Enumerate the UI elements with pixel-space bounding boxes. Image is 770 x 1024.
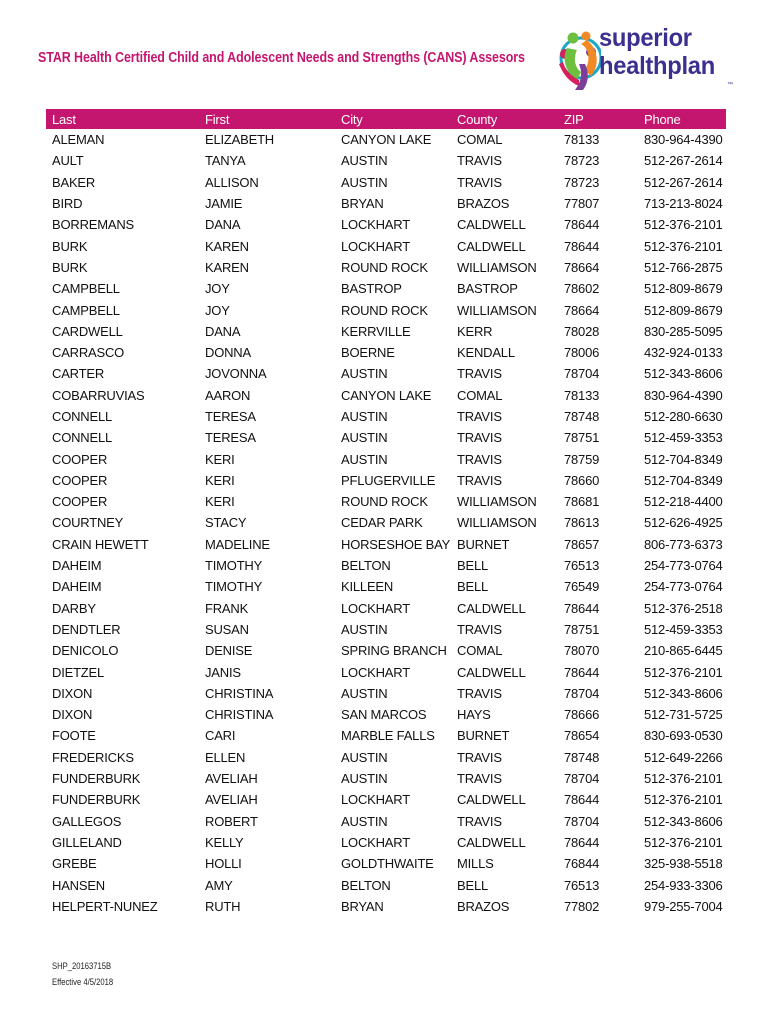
city-cell: CANYON LAKE <box>341 132 432 148</box>
table-row <box>46 811 726 832</box>
zip-cell: 78644 <box>564 217 600 233</box>
county-cell: CALDWELL <box>457 834 526 850</box>
last-name-cell: BURK <box>52 238 88 254</box>
last-name-cell: COBARRUVIAS <box>52 387 145 403</box>
phone-cell: 512-766-2875 <box>644 259 723 275</box>
first-name-cell: JAMIE <box>205 196 243 212</box>
city-cell: AUSTIN <box>341 685 388 701</box>
table-row <box>46 534 726 555</box>
county-cell: MILLS <box>457 856 494 872</box>
city-cell: BRYAN <box>341 196 384 212</box>
table-row <box>46 257 726 278</box>
zip-cell: 78644 <box>564 238 600 254</box>
city-cell: AUSTIN <box>341 430 388 446</box>
last-name-cell: CAMPBELL <box>52 302 120 318</box>
table-row <box>46 853 726 874</box>
superior-healthplan-logo <box>555 24 740 96</box>
zip-cell: 78681 <box>564 494 600 510</box>
last-name-cell: FOOTE <box>52 728 96 744</box>
first-name-cell: DENISE <box>205 643 253 659</box>
city-cell: BOERNE <box>341 345 395 361</box>
table-row <box>46 129 726 150</box>
county-cell: TRAVIS <box>457 621 502 637</box>
first-name-cell: AMY <box>205 877 233 893</box>
table-row <box>46 470 726 491</box>
phone-cell: 830-964-4390 <box>644 387 723 403</box>
zip-cell: 78133 <box>564 132 600 148</box>
county-cell: TRAVIS <box>457 813 502 829</box>
table-row <box>46 576 726 597</box>
last-name-cell: BIRD <box>52 196 83 212</box>
county-cell: WILLIAMSON <box>457 494 537 510</box>
zip-cell: 78660 <box>564 472 600 488</box>
trademark-mark: ™ <box>727 82 733 88</box>
first-name-cell: FRANK <box>205 600 249 616</box>
last-name-cell: GALLEGOS <box>52 813 122 829</box>
first-name-cell: JOY <box>205 302 230 318</box>
city-cell: AUSTIN <box>341 409 388 424</box>
county-cell: BASTROP <box>457 281 518 297</box>
county-cell: TRAVIS <box>457 409 502 424</box>
table-row <box>46 896 726 917</box>
last-name-cell: DENDTLER <box>52 621 121 637</box>
table-row <box>46 214 726 235</box>
city-cell: CEDAR PARK <box>341 515 423 531</box>
county-cell: COMAL <box>457 132 503 148</box>
county-cell: BELL <box>457 877 489 893</box>
city-cell: AUSTIN <box>341 621 388 637</box>
first-name-cell: DANA <box>205 323 241 339</box>
first-name-cell: JANIS <box>205 664 241 680</box>
city-cell: AUSTIN <box>341 174 388 190</box>
county-cell: TRAVIS <box>457 430 502 446</box>
city-cell: KILLEEN <box>341 579 394 595</box>
county-cell: CALDWELL <box>457 217 526 233</box>
city-cell: ROUND ROCK <box>341 259 428 275</box>
last-name-cell: DIXON <box>52 685 93 701</box>
zip-cell: 78133 <box>564 387 600 403</box>
city-cell: SAN MARCOS <box>341 707 427 723</box>
city-cell: BRYAN <box>341 898 384 914</box>
phone-cell: 830-285-5095 <box>644 323 723 339</box>
county-cell: WILLIAMSON <box>457 515 537 531</box>
county-cell: BURNET <box>457 728 510 744</box>
phone-cell: 512-809-8679 <box>644 281 723 297</box>
last-name-cell: GREBE <box>52 856 97 872</box>
first-name-cell: TERESA <box>205 409 256 424</box>
zip-cell: 78759 <box>564 451 600 467</box>
county-cell: HAYS <box>457 707 491 723</box>
column-header-zip: ZIP <box>558 109 638 129</box>
last-name-cell: COURTNEY <box>52 515 124 531</box>
first-name-cell: AARON <box>205 387 251 403</box>
table-row <box>46 555 726 576</box>
document-footer <box>52 958 113 990</box>
phone-cell: 979-255-7004 <box>644 898 723 914</box>
zip-cell: 78664 <box>564 302 600 318</box>
first-name-cell: SUSAN <box>205 621 249 637</box>
first-name-cell: HOLLI <box>205 856 242 872</box>
first-name-cell: ELIZABETH <box>205 132 274 148</box>
county-cell: TRAVIS <box>457 153 502 169</box>
last-name-cell: DENICOLO <box>52 643 119 659</box>
city-cell: AUSTIN <box>341 153 388 169</box>
county-cell: CALDWELL <box>457 600 526 616</box>
last-name-cell: BORREMANS <box>52 217 134 233</box>
zip-cell: 78644 <box>564 664 600 680</box>
zip-cell: 78654 <box>564 728 600 744</box>
table-row <box>46 278 726 299</box>
city-cell: LOCKHART <box>341 792 410 808</box>
first-name-cell: MADELINE <box>205 536 270 552</box>
assessor-table <box>46 109 726 917</box>
phone-cell: 512-376-2101 <box>644 664 723 680</box>
phone-cell: 512-376-2101 <box>644 834 723 850</box>
county-cell: TRAVIS <box>457 451 502 467</box>
zip-cell: 78644 <box>564 834 600 850</box>
county-cell: BRAZOS <box>457 196 510 212</box>
city-cell: AUSTIN <box>341 813 388 829</box>
last-name-cell: CARTER <box>52 366 105 382</box>
phone-cell: 512-731-5725 <box>644 707 723 723</box>
county-cell: BRAZOS <box>457 898 510 914</box>
first-name-cell: KELLY <box>205 834 244 850</box>
zip-cell: 78613 <box>564 515 600 531</box>
document-code: SHP_20163715B <box>52 961 112 971</box>
zip-cell: 76513 <box>564 877 600 893</box>
table-row <box>46 747 726 768</box>
first-name-cell: KAREN <box>205 259 249 275</box>
city-cell: ROUND ROCK <box>341 494 428 510</box>
first-name-cell: TERESA <box>205 430 256 446</box>
table-row <box>46 789 726 810</box>
phone-cell: 210-865-6445 <box>644 643 723 659</box>
zip-cell: 78751 <box>564 621 600 637</box>
last-name-cell: DARBY <box>52 600 96 616</box>
city-cell: BELTON <box>341 877 391 893</box>
county-cell: BURNET <box>457 536 510 552</box>
county-cell: CALDWELL <box>457 664 526 680</box>
zip-cell: 78704 <box>564 366 600 382</box>
city-cell: ROUND ROCK <box>341 302 428 318</box>
table-row <box>46 768 726 789</box>
page-title: STAR Health Certified Child and Adolescent Needs and Strengths (CANS) Assesors <box>38 50 525 66</box>
table-row <box>46 619 726 640</box>
column-header-first: First <box>199 109 335 129</box>
county-cell: CALDWELL <box>457 238 526 254</box>
first-name-cell: ROBERT <box>205 813 258 829</box>
city-cell: LOCKHART <box>341 600 410 616</box>
phone-cell: 512-376-2101 <box>644 792 723 808</box>
city-cell: CANYON LAKE <box>341 387 432 403</box>
first-name-cell: ELLEN <box>205 749 246 765</box>
last-name-cell: HELPERT-NUNEZ <box>52 898 158 914</box>
city-cell: LOCKHART <box>341 834 410 850</box>
last-name-cell: CONNELL <box>52 430 113 446</box>
zip-cell: 78006 <box>564 345 600 361</box>
phone-cell: 806-773-6373 <box>644 536 723 552</box>
effective-date: Effective 4/5/2018 <box>52 977 114 987</box>
last-name-cell: DIETZEL <box>52 664 105 680</box>
zip-cell: 78657 <box>564 536 600 552</box>
county-cell: KERR <box>457 323 493 339</box>
county-cell: WILLIAMSON <box>457 259 537 275</box>
phone-cell: 432-924-0133 <box>644 345 723 361</box>
table-row <box>46 448 726 469</box>
first-name-cell: CARI <box>205 728 236 744</box>
phone-cell: 512-343-8606 <box>644 685 723 701</box>
last-name-cell: DAHEIM <box>52 558 102 574</box>
table-row <box>46 661 726 682</box>
first-name-cell: AVELIAH <box>205 771 258 787</box>
zip-cell: 78644 <box>564 600 600 616</box>
last-name-cell: FUNDERBURK <box>52 792 141 808</box>
city-cell: PFLUGERVILLE <box>341 472 436 488</box>
last-name-cell: ALEMAN <box>52 132 105 148</box>
city-cell: KERRVILLE <box>341 323 411 339</box>
phone-cell: 512-267-2614 <box>644 153 723 169</box>
phone-cell: 512-704-8349 <box>644 472 723 488</box>
phone-cell: 512-280-6630 <box>644 409 723 424</box>
table-row <box>46 427 726 448</box>
table-row <box>46 172 726 193</box>
table-row <box>46 832 726 853</box>
phone-cell: 512-376-2518 <box>644 600 723 616</box>
table-row <box>46 363 726 384</box>
table-row <box>46 598 726 619</box>
table-row <box>46 512 726 533</box>
zip-cell: 76513 <box>564 558 600 574</box>
first-name-cell: JOY <box>205 281 230 297</box>
county-cell: WILLIAMSON <box>457 302 537 318</box>
last-name-cell: COOPER <box>52 451 108 467</box>
table-row <box>46 385 726 406</box>
phone-cell: 512-343-8606 <box>644 813 723 829</box>
county-cell: COMAL <box>457 387 503 403</box>
column-header-last: Last <box>46 109 199 129</box>
first-name-cell: KERI <box>205 494 235 510</box>
city-cell: AUSTIN <box>341 366 388 382</box>
county-cell: CALDWELL <box>457 792 526 808</box>
phone-cell: 512-459-3353 <box>644 430 723 446</box>
first-name-cell: CHRISTINA <box>205 707 274 723</box>
phone-cell: 512-343-8606 <box>644 366 723 382</box>
phone-cell: 512-376-2101 <box>644 217 723 233</box>
last-name-cell: GILLELAND <box>52 834 122 850</box>
table-row <box>46 874 726 895</box>
phone-cell: 830-964-4390 <box>644 132 723 148</box>
phone-cell: 830-693-0530 <box>644 728 723 744</box>
phone-cell: 512-218-4400 <box>644 494 723 510</box>
zip-cell: 78723 <box>564 153 600 169</box>
first-name-cell: TIMOTHY <box>205 579 263 595</box>
zip-cell: 78704 <box>564 813 600 829</box>
table-row <box>46 321 726 342</box>
county-cell: BELL <box>457 558 489 574</box>
phone-cell: 512-704-8349 <box>644 451 723 467</box>
brand-name-line2: healthplan <box>599 52 715 80</box>
table-row <box>46 406 726 427</box>
last-name-cell: CAMPBELL <box>52 281 120 297</box>
last-name-cell: COOPER <box>52 494 108 510</box>
first-name-cell: CHRISTINA <box>205 685 274 701</box>
first-name-cell: KAREN <box>205 238 249 254</box>
table-row <box>46 150 726 171</box>
first-name-cell: AVELIAH <box>205 792 258 808</box>
county-cell: TRAVIS <box>457 366 502 382</box>
county-cell: TRAVIS <box>457 472 502 488</box>
last-name-cell: BURK <box>52 259 88 275</box>
phone-cell: 713-213-8024 <box>644 196 723 212</box>
last-name-cell: DIXON <box>52 707 93 723</box>
table-row <box>46 193 726 214</box>
city-cell: BASTROP <box>341 281 402 297</box>
phone-cell: 325-938-5518 <box>644 856 723 872</box>
first-name-cell: TIMOTHY <box>205 558 263 574</box>
first-name-cell: DONNA <box>205 345 251 361</box>
table-header-row <box>46 109 726 129</box>
zip-cell: 78704 <box>564 685 600 701</box>
first-name-cell: ALLISON <box>205 174 259 190</box>
zip-cell: 78666 <box>564 707 600 723</box>
zip-cell: 78751 <box>564 430 600 446</box>
phone-cell: 512-376-2101 <box>644 238 723 254</box>
zip-cell: 76844 <box>564 856 600 872</box>
last-name-cell: DAHEIM <box>52 579 102 595</box>
county-cell: TRAVIS <box>457 174 502 190</box>
zip-cell: 78704 <box>564 771 600 787</box>
last-name-cell: FREDERICKS <box>52 749 134 765</box>
city-cell: BELTON <box>341 558 391 574</box>
table-row <box>46 299 726 320</box>
table-row <box>46 640 726 661</box>
last-name-cell: CRAIN HEWETT <box>52 536 149 552</box>
column-header-county: County <box>451 109 558 129</box>
county-cell: BELL <box>457 579 489 595</box>
table-row <box>46 683 726 704</box>
county-cell: KENDALL <box>457 345 515 361</box>
phone-cell: 512-459-3353 <box>644 621 723 637</box>
table-row <box>46 491 726 512</box>
county-cell: COMAL <box>457 643 503 659</box>
last-name-cell: AULT <box>52 153 84 169</box>
phone-cell: 512-626-4925 <box>644 515 723 531</box>
city-cell: AUSTIN <box>341 451 388 467</box>
phone-cell: 254-933-3306 <box>644 877 723 893</box>
last-name-cell: COOPER <box>52 472 108 488</box>
last-name-cell: FUNDERBURK <box>52 771 141 787</box>
phone-cell: 512-649-2266 <box>644 749 723 765</box>
city-cell: AUSTIN <box>341 749 388 765</box>
county-cell: TRAVIS <box>457 685 502 701</box>
city-cell: HORSESHOE BAY <box>341 536 451 552</box>
table-row <box>46 725 726 746</box>
zip-cell: 77807 <box>564 196 600 212</box>
first-name-cell: TANYA <box>205 153 246 169</box>
zip-cell: 78748 <box>564 409 600 424</box>
first-name-cell: STACY <box>205 515 247 531</box>
family-figures-logo-icon <box>555 24 601 94</box>
phone-cell: 512-376-2101 <box>644 771 723 787</box>
last-name-cell: HANSEN <box>52 877 105 893</box>
last-name-cell: BAKER <box>52 174 96 190</box>
city-cell: LOCKHART <box>341 217 410 233</box>
phone-cell: 512-809-8679 <box>644 302 723 318</box>
first-name-cell: DANA <box>205 217 241 233</box>
city-cell: LOCKHART <box>341 238 410 254</box>
last-name-cell: CONNELL <box>52 409 113 424</box>
phone-cell: 254-773-0764 <box>644 558 723 574</box>
city-cell: LOCKHART <box>341 664 410 680</box>
phone-cell: 512-267-2614 <box>644 174 723 190</box>
city-cell: AUSTIN <box>341 771 388 787</box>
first-name-cell: RUTH <box>205 898 241 914</box>
brand-name-line1: superior <box>599 24 692 52</box>
zip-cell: 77802 <box>564 898 600 914</box>
city-cell: SPRING BRANCH <box>341 643 447 659</box>
table-row <box>46 704 726 725</box>
column-header-phone: Phone <box>638 109 726 129</box>
zip-cell: 78644 <box>564 792 600 808</box>
first-name-cell: KERI <box>205 451 235 467</box>
zip-cell: 78070 <box>564 643 600 659</box>
zip-cell: 78602 <box>564 281 600 297</box>
county-cell: TRAVIS <box>457 749 502 765</box>
last-name-cell: CARRASCO <box>52 345 125 361</box>
column-header-city: City <box>335 109 451 129</box>
county-cell: TRAVIS <box>457 771 502 787</box>
zip-cell: 76549 <box>564 579 600 595</box>
first-name-cell: JOVONNA <box>205 366 267 382</box>
phone-cell: 254-773-0764 <box>644 579 723 595</box>
last-name-cell: CARDWELL <box>52 323 123 339</box>
zip-cell: 78723 <box>564 174 600 190</box>
zip-cell: 78028 <box>564 323 600 339</box>
city-cell: MARBLE FALLS <box>341 728 435 744</box>
zip-cell: 78748 <box>564 749 600 765</box>
first-name-cell: KERI <box>205 472 235 488</box>
zip-cell: 78664 <box>564 259 600 275</box>
table-row <box>46 235 726 256</box>
city-cell: GOLDTHWAITE <box>341 856 434 872</box>
table-row <box>46 342 726 363</box>
